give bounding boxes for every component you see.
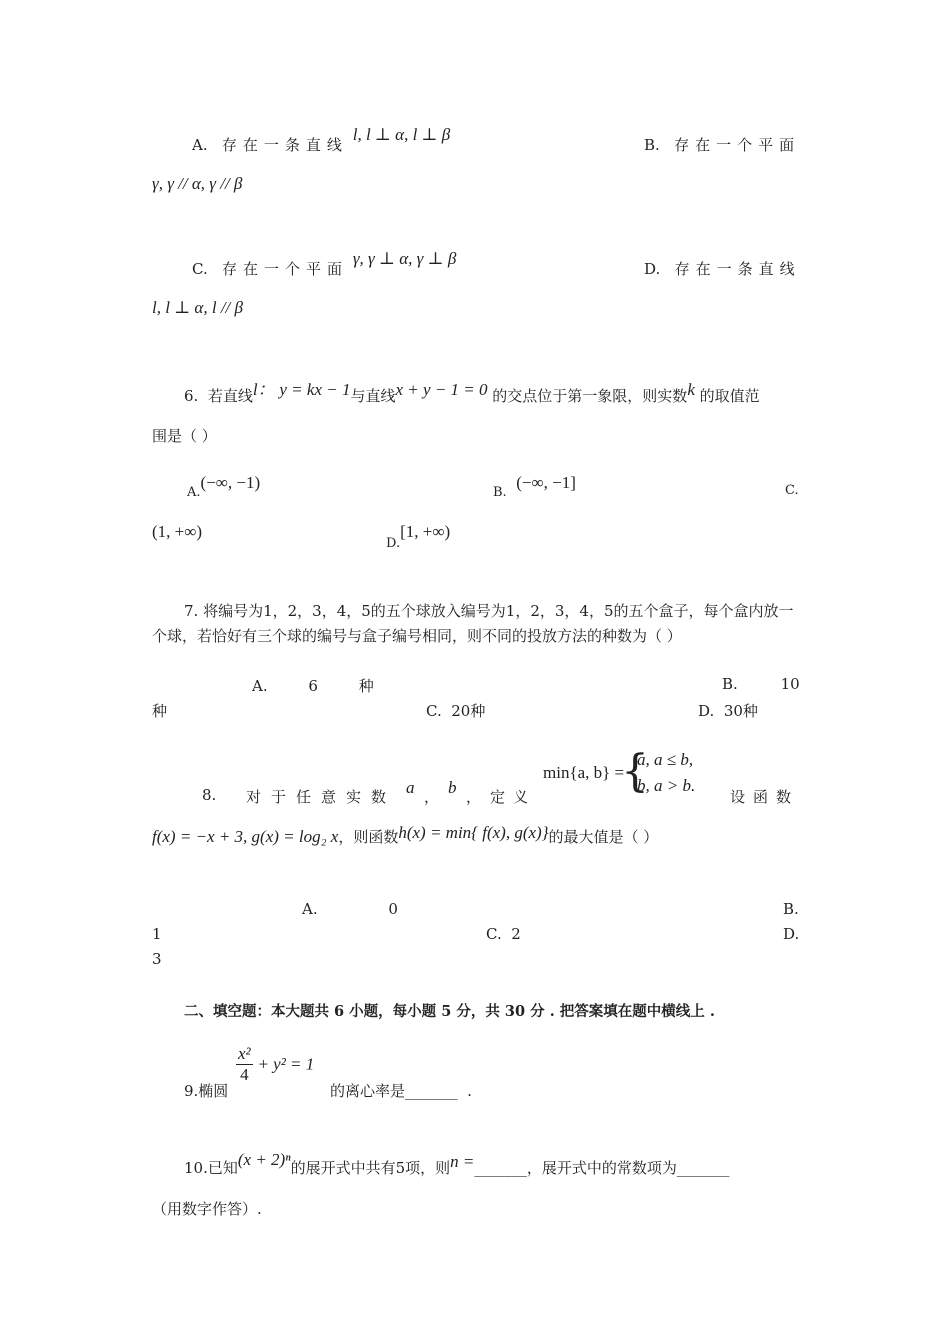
brace: { [621, 746, 649, 797]
q9-end: . [467, 1082, 472, 1100]
option-letter: D. [698, 702, 715, 720]
question-number: 6. [184, 387, 199, 405]
q8-math-defs: f(x) = −x + 3, g(x) = log₂ x [152, 827, 339, 846]
q6-math-eq1: y = kx − 1 [279, 380, 351, 399]
case-1: a, a ≤ b, [637, 750, 694, 769]
option-value: 10 [780, 675, 800, 693]
section-heading: 二、填空题：本大题共 6 小题，每小题 5 分，共 30 分 . 把答案填在题中横线上 . [184, 1003, 715, 1020]
q7-option-b-unit: 种 [152, 702, 168, 720]
option-letter: A. [192, 136, 208, 154]
q8-math-h: h(x) = min{ f(x), g(x)} [398, 823, 549, 842]
q8-option-b-value: 1 [152, 925, 162, 943]
q7-option-d [698, 700, 758, 721]
q6-text-3: 的交点位于第一象限，则实数 [492, 387, 688, 405]
option-letter: D. [386, 536, 401, 551]
option-text: 存在一条直线 [674, 260, 801, 278]
q10-text-2: 的展开式中共有5项，则 [290, 1159, 451, 1177]
option-letter: B. [493, 485, 507, 500]
q6-option-b [493, 473, 576, 501]
answer-blank-1[interactable]: _______ [474, 1159, 527, 1177]
option-letter: C. [192, 260, 208, 278]
q8-option-c [486, 925, 521, 943]
q8-number: 8. [202, 786, 217, 804]
option-text: 存在一个平面 [222, 260, 349, 278]
q6-math-line: l： [252, 380, 275, 399]
q6-text-4: 的取值范 [699, 387, 760, 405]
option-unit: 种 [358, 677, 374, 695]
option-math: γ, γ ⊥ α, γ ⊥ β [352, 249, 457, 268]
q8-option-d-letter: D. [783, 925, 800, 943]
answer-blank-2[interactable]: _______ [676, 1159, 730, 1177]
q9-number: 9.椭圆 [184, 1082, 229, 1100]
q8-math-a: a [406, 778, 415, 797]
q8-math-b: b [448, 778, 457, 797]
q6-option-c-math: (1, +∞) [152, 522, 203, 541]
q9-prompt: 的离心率是 [330, 1082, 406, 1100]
q8-comma-2: ， [466, 788, 482, 806]
q6-option-c-letter: C. [785, 483, 799, 498]
q8-comma-1: ， [424, 788, 440, 806]
equation-rest: + y² = 1 [257, 1054, 315, 1074]
q8-text-1: 对于任意实数 [246, 788, 397, 806]
option-letter: B. [644, 136, 660, 154]
q6-math-k: k [687, 380, 695, 399]
option-letter: C. [486, 925, 502, 943]
q8-text-2: 定义 [490, 788, 537, 806]
min-lhs: min{a, b} = [543, 763, 625, 782]
q6-text-2: 与直线 [350, 387, 396, 405]
option-math: [1, +∞) [400, 522, 451, 541]
q6-stem-line2: 围是（ ） [152, 427, 217, 445]
option-text: 存在一个平面 [674, 136, 801, 154]
option-value: 0 [388, 900, 398, 918]
answer-blank[interactable]: _______ [405, 1082, 458, 1100]
q5-option-d-math: l, l ⊥ α, l // β [152, 298, 243, 317]
q5-option-b-math: γ, γ // α, γ // β [152, 174, 243, 193]
q6-text-1: 若直线 [207, 387, 253, 405]
option-math: (−∞, −1) [200, 473, 261, 492]
option-letter: D. [644, 260, 661, 278]
q10-math-n: n = [450, 1152, 475, 1171]
q8-text-3: 设函数 [730, 788, 800, 806]
q5-option-a [192, 125, 451, 155]
fraction [236, 1044, 253, 1085]
q8-option-b-letter: B. [783, 900, 799, 918]
q8-line2 [152, 823, 659, 847]
option-letter: A. [187, 485, 201, 500]
q6-option-d [386, 522, 451, 551]
q5-option-d-head [644, 258, 801, 279]
q10-stem [184, 1150, 730, 1178]
q5-option-c [192, 249, 457, 279]
q8-text-5: 的最大值是（ ） [548, 828, 659, 846]
q7-option-c [426, 700, 485, 721]
q7-stem-line2: 个球，若恰好有三个球的编号与盒子编号相同，则不同的投放方法的种数为（ ） [152, 627, 682, 645]
q6-option-a [187, 473, 261, 501]
fraction-denominator: 4 [240, 1065, 249, 1084]
option-text: 30种 [723, 702, 758, 720]
q8-option-d-value: 3 [152, 950, 162, 968]
option-letter: C. [426, 702, 442, 720]
fraction-numerator: x² [238, 1044, 251, 1063]
q7-stem-line1: 7. 将编号为1，2，3，4，5的五个球放入编号为1，2，3，4，5的五个盒子，每个盒内放一 [184, 602, 794, 620]
option-text: 存在一条直线 [221, 136, 348, 154]
q6-stem [184, 381, 760, 406]
option-letter: B. [722, 675, 738, 693]
q9-text [330, 1080, 472, 1101]
q8-text-4: ，则函数 [338, 828, 399, 846]
option-value: 2 [511, 925, 521, 943]
option-letter: A. [302, 900, 318, 918]
case-2: b, a > b. [637, 776, 696, 795]
q9-ellipse-equation [236, 1044, 314, 1085]
option-math: l, l ⊥ α, l ⊥ β [352, 125, 451, 144]
option-value: 6 [308, 677, 318, 695]
q7-option-a [252, 675, 374, 696]
q10-stem-line2: （用数字作答）. [152, 1200, 262, 1218]
q7-option-b [722, 675, 800, 693]
q10-text-1: 10.已知 [184, 1159, 238, 1177]
option-letter: A. [252, 677, 268, 695]
q5-option-b-head [644, 134, 800, 155]
option-math: (−∞, −1] [516, 473, 576, 492]
q6-math-eq2: x + y − 1 = 0 [395, 380, 488, 399]
q8-option-a [302, 900, 398, 918]
q8-min-definition [543, 746, 723, 802]
q10-math-binomial: (x + 2)ⁿ [237, 1150, 291, 1169]
option-text: 20种 [451, 702, 486, 720]
q10-text-3: ，展开式中的常数项为 [526, 1159, 677, 1177]
